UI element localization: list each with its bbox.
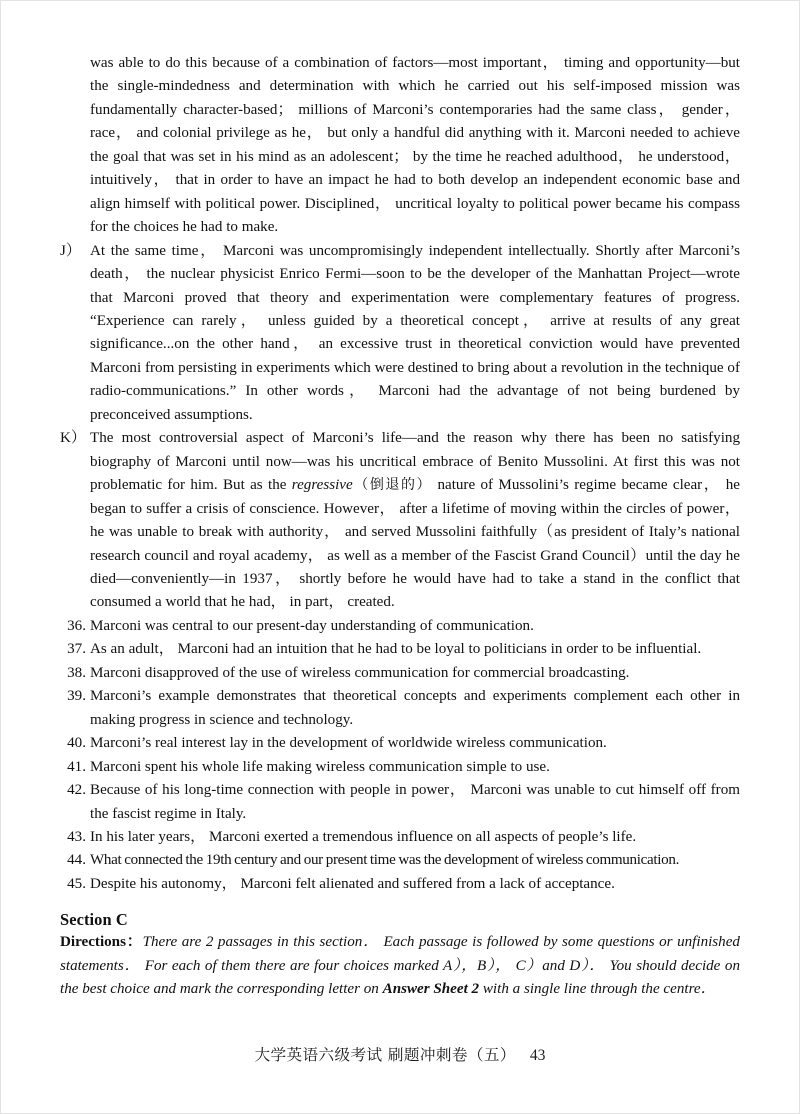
statement-number-38: 38.	[67, 664, 86, 681]
statement-number-42: 42.	[67, 782, 86, 799]
statement-number-36: 36.	[67, 617, 86, 634]
answer-sheet-reference: Answer Sheet 2	[382, 981, 480, 998]
statement-text-40: Marconi’s real interest lay in the development of worldwide wireless communication.	[90, 735, 607, 752]
footer-page-number: 43	[529, 1047, 546, 1064]
statement-number-41: 41.	[67, 758, 86, 775]
footer-title: 大学英语六级考试 刷题冲刺卷（五）	[254, 1046, 516, 1064]
statement-43	[60, 826, 740, 849]
statement-number-45: 45.	[67, 875, 86, 892]
statement-45	[60, 873, 740, 896]
paragraph-continuation-text: was able to do this because of a combination of factors—most important， timing and opportunity—but the single-mindedness and determination with which he carried out his self-imposed mission was fundamentally character-based； millions of Marconi’s contemporaries had the same class， gender， race， and colonial privilege as he， but only a handful did anything with it. Marconi needed to achieve the goal that was set in his mind as an adolescent； by the time he reached adulthood， he understood， intuitively， that in order to have an impact he had to both develop an independent economic base and align himself with political power. Disciplined， uncritical loyalty to political power became his compass for the choices he had to make.	[90, 55, 740, 236]
statement-number-39: 39.	[67, 688, 86, 705]
statement-text-36: Marconi was central to our present-day understanding of communication.	[90, 617, 534, 634]
page-footer	[0, 1043, 800, 1065]
paragraph-continuation	[60, 52, 740, 240]
directions-label: Directions：	[60, 934, 143, 951]
statement-42	[60, 779, 740, 826]
statement-text-42: Because of his long-time connection with people in power， Marconi was unable to cut himself off from the fascist regime in Italy.	[90, 782, 740, 822]
statement-37	[60, 638, 740, 661]
paragraph-marker-j: J）	[60, 242, 81, 259]
paragraph-j-text: At the same time， Marconi was uncompromisingly independent intellectually. Shortly after Marconi’s death， the nuclear physicist Enrico Fermi—soon to be the developer of the Manhattan Project—wrote that Marconi proved that theory and experimentation were complementary features of progress. “Experience can rarely， unless guided by a theoretical concept， arrive at results of any great significance...on the other hand， an excessive trust in theoretical conviction would have prevented Marconi from persisting in experiments which were destined to bring about a revolution in the technique of radio-communications.” In other words， Marconi had the advantage of not being burdened by preconceived assumptions.	[90, 242, 740, 423]
section-directions	[60, 931, 740, 1001]
italic-term-regressive: regressive	[291, 477, 353, 494]
statement-38	[60, 662, 740, 685]
statement-text-39: Marconi’s example demonstrates that theoretical concepts and experiments complement each other in making progress in science and technology.	[90, 688, 740, 728]
statement-number-44: 44.	[67, 852, 86, 869]
directions-text-part1: There are 2 passages in this section． Each passage is followed by some questions or unfinished statements． For each of them there are four choices marked A），B）， C）and D）． You should decide on the best choice and mark the corresponding letter on	[60, 934, 740, 998]
statement-40	[60, 732, 740, 755]
statement-44	[60, 849, 740, 872]
statement-text-37: As an adult， Marconi had an intuition that he had to be loyal to politicians in order to be influential.	[90, 641, 702, 658]
statement-text-44: What connected the 19th century and our present time was the development of wireless communication.	[90, 852, 680, 869]
statement-number-43: 43.	[67, 828, 86, 845]
statement-36	[60, 615, 740, 638]
directions-text-part2: with a single line through the centre．	[479, 981, 716, 998]
statement-39	[60, 685, 740, 732]
statement-text-43: In his later years， Marconi exerted a tremendous influence on all aspects of people’s life.	[90, 828, 637, 845]
spacer-before-section	[60, 896, 740, 909]
paragraph-k-text-before: The most controversial aspect of Marconi’s life—and the reason why there has been no satisfying biography of Marconi until now—was his uncritical embrace of Benito Mussolini. At first this was not problematic for him. But as the	[90, 430, 740, 494]
statement-number-40: 40.	[67, 735, 86, 752]
paragraph-k	[60, 427, 740, 615]
section-heading-c: Section C	[60, 910, 128, 930]
chinese-gloss: （倒退的）	[352, 477, 433, 494]
paragraph-j	[60, 240, 740, 428]
statement-41	[60, 756, 740, 779]
paragraph-marker-k: K）	[60, 430, 86, 447]
statement-number-37: 37.	[67, 641, 86, 658]
statement-text-38: Marconi disapproved of the use of wireless communication for commercial broadcasting.	[90, 664, 630, 681]
statement-text-41: Marconi spent his whole life making wireless communication simple to use.	[90, 758, 550, 775]
paragraph-k-text-after: nature of Mussolini’s regime became clear， he began to suffer a crisis of conscience. However， after a lifetime of moving within the circles of power， he was unable to break with authority， and served Mussolini faithfully（as president of Italy’s national research council and royal academy， as well as a member of the Fascist Grand Council）until the day he died—conveniently—in 1937， shortly before he would have had to take a stand in the conflict that consumed a world that he had， in part， created.	[90, 477, 740, 611]
statement-text-45: Despite his autonomy， Marconi felt alienated and suffered from a lack of acceptance.	[90, 875, 615, 892]
page-content	[60, 52, 740, 1002]
